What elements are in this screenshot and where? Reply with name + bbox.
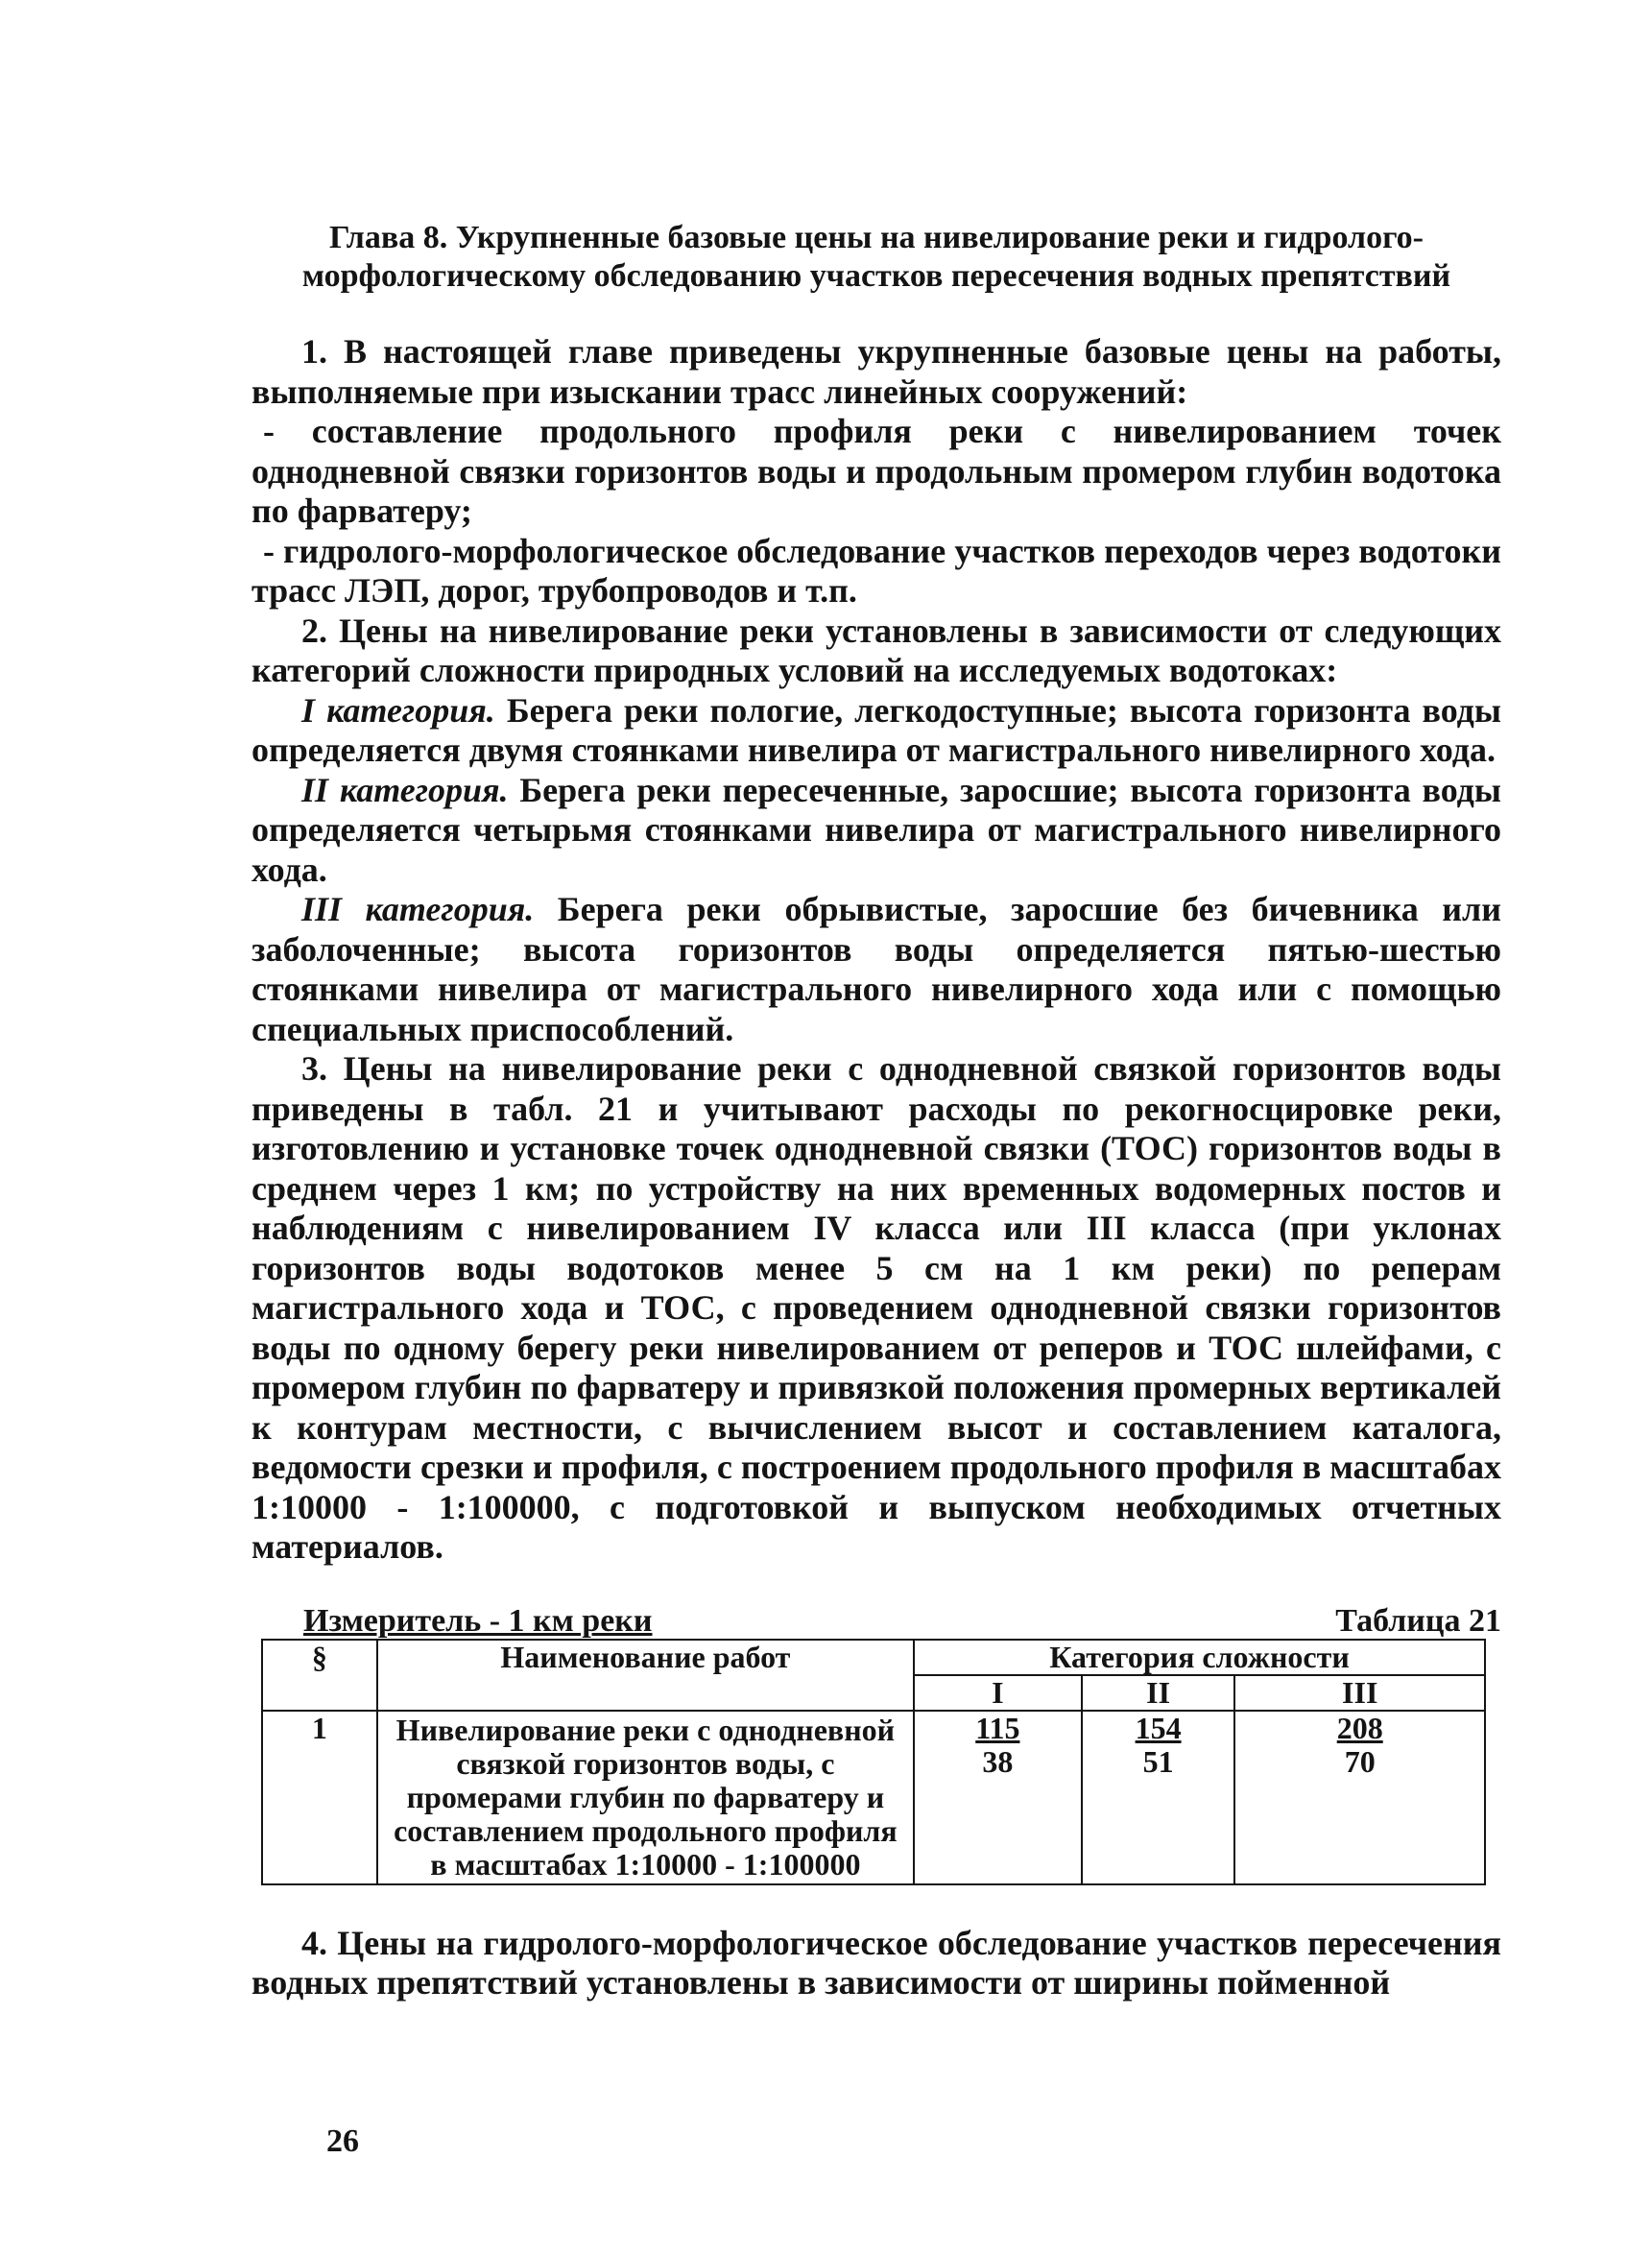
paragraph-1-intro: 1. В настоящей главе приведены укрупненные базовые цены на работы, выполняемые при изыскании трасс линейных сооружений: (251, 332, 1501, 411)
category-2-price-bottom: 51 (1142, 1743, 1174, 1779)
paragraph-1-item-2: - гидролого-морфологическое обследование участков переходов через водотоки трасс ЛЭП, дорог, трубопроводов и т.п. (251, 531, 1501, 610)
table-row (262, 1711, 1485, 1884)
category-1-label: I категория. (301, 690, 495, 730)
row-category-1-price (914, 1711, 1082, 1884)
category-3-price-bottom: 70 (1344, 1743, 1376, 1779)
header-category-2: II (1082, 1675, 1235, 1711)
table-number: Таблица 21 (1335, 1602, 1501, 1639)
category-2-price-top: 154 (1135, 1710, 1182, 1745)
category-2-text: Берега реки пересеченные, заросшие; высота горизонта воды определяется четырьмя стоянками нивелира от магистрального нивелирного хода. (251, 770, 1501, 889)
category-3-price-top: 208 (1336, 1710, 1383, 1745)
paragraph-3: 3. Цены на нивелирование реки с однодневной связкой горизонтов воды приведены в табл. 21 и учитывают расходы по рекогносцировке реки, изготовлению и установке точек однодневной связки (ТОС) горизонтов воды в среднем через 1 км; по устройству на них временных водомерных постов и наблюдениям с нивелированием IV класса или III класса (при уклонах горизонтов воды водотоков менее 5 см на 1 км реки) по реперам магистрального хода и ТОС, с проведением однодневной связки горизонтов воды по одному берегу реки нивелированием от реперов и ТОС шлейфами, с промером глубин по фарватеру и привязкой положения промерных вертикалей к контурам местности, с вычислением высот и составлением каталога, ведомости срезки и профиля, с построением продольного профиля в масштабах 1:10000 - 1:100000, с подготовкой и выпуском необходимых отчетных материалов. (251, 1049, 1501, 1566)
category-3-label: III категория. (301, 890, 535, 928)
category-3-paragraph (251, 890, 1501, 1049)
header-category-1: I (914, 1675, 1082, 1711)
category-1-paragraph (251, 691, 1501, 771)
category-1-price-top: 115 (975, 1710, 1020, 1745)
header-category: Категория сложности (914, 1640, 1485, 1675)
header-category-3: III (1234, 1675, 1485, 1711)
header-work-name: Наименование работ (377, 1640, 914, 1711)
table-caption-row (251, 1604, 1501, 1639)
category-1-text: Берега реки пологие, легкодоступные; высота горизонта воды определяется двумя стоянками нивелира от магистрального нивелирного хода. (251, 690, 1501, 769)
category-2-label: II категория. (301, 770, 509, 809)
paragraph-2-intro: 2. Цены на нивелирование реки установлены в зависимости от следующих категорий сложности природных условий на исследуемых водотоках: (251, 611, 1501, 689)
header-section: § (262, 1640, 377, 1711)
document-page (251, 219, 1501, 2003)
row-category-3-price (1234, 1711, 1485, 1884)
paragraph-4: 4. Цены на гидролого-морфологическое обследование участков пересечения водных препятствий установлены в зависимости от ширины пойменной (251, 1923, 1501, 2002)
row-category-2-price (1082, 1711, 1235, 1884)
table-measure-unit: Измеритель - 1 км реки (303, 1602, 653, 1639)
row-section-number: 1 (262, 1711, 377, 1884)
page-number: 26 (326, 2123, 359, 2159)
chapter-heading: Глава 8. Укрупненные базовые цены на нивелирование реки и гидролого-морфологическому обследованию участков пересечения водных препятствий (301, 220, 1451, 294)
category-1-price-bottom: 38 (982, 1743, 1014, 1779)
row-work-name: Нивелирование реки с однодневной связкой горизонтов воды, с промерами глубин по фарватеру и составлением продольного профиля в масштабах 1:10000 - 1:100000 (377, 1711, 914, 1884)
price-table (261, 1639, 1486, 1885)
category-2-paragraph (251, 771, 1501, 891)
paragraph-1-item-1: - составление продольного профиля реки с нивелированием точек однодневной связки горизонтов воды и продольным промером глубин водотока по фарватеру; (251, 412, 1501, 530)
category-3-text: Берега реки обрывистые, заросшие без бичевника или заболоченные; высота горизонтов воды определяется пятью-шестью стоянками нивелира от магистрального нивелирного хода или с помощью специальных приспособлений. (251, 890, 1501, 1048)
